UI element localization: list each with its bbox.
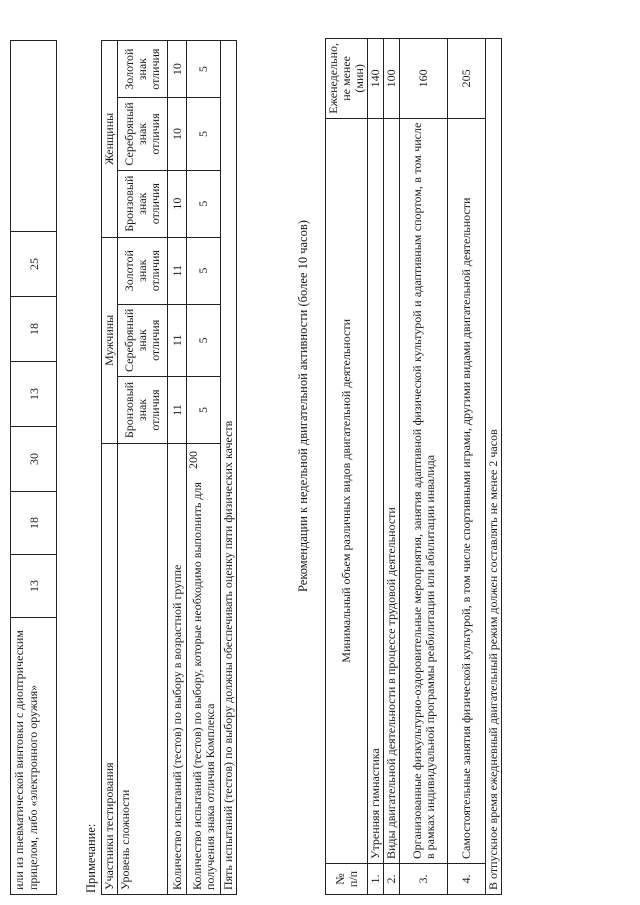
table-row (221, 41, 237, 895)
table-row (118, 41, 168, 895)
men-header: Мужчины (102, 237, 118, 443)
value-cell: 18 (11, 297, 57, 362)
weekly-activity-table (325, 38, 502, 895)
value-cell (11, 41, 57, 232)
activity-text: Организованные физкультурно-оздоровительные мероприятия, занятия адаптивной физической культурой и адаптивным спортом, в том числе в рамках индивидуальной программы реабилитации или абилитации инвалида (400, 118, 448, 863)
note-title: Примечание: (84, 823, 98, 893)
activity-text: Виды двигательной деятельности в процессе трудовой деятельности (384, 118, 400, 863)
row-number: 4. (448, 864, 486, 895)
minutes-value: 205 (448, 39, 486, 119)
number-header: № п/п (326, 864, 368, 895)
medal-requirements-table (101, 40, 237, 895)
test-label-cell: или из пневматической винтовки с диоптрическим прицелом, либо «электронного оружия» (11, 618, 57, 895)
table-row (384, 39, 400, 895)
table-row (400, 39, 448, 895)
table-row (168, 41, 187, 895)
row-number: 2. (384, 864, 400, 895)
table-row (187, 41, 221, 895)
value-cell: 5 (187, 237, 221, 304)
medal-header: Бронзовый знак отличия (118, 377, 168, 444)
table-row (11, 41, 57, 895)
value-cell: 11 (168, 304, 187, 376)
value-cell: 13 (11, 362, 57, 427)
kind-header: Минимальный объем различных видов двигательной деятельности (326, 118, 368, 863)
value-cell: 30 (11, 427, 57, 492)
value-cell: 10 (168, 41, 187, 98)
medal-header: Золотой знак отличия (118, 41, 168, 98)
recommendations-heading: Рекомендации к недельной двигательной активности (более 10 часов) (296, 220, 310, 592)
table-row (368, 39, 384, 895)
row-label: Количество испытаний (тестов) по выбору, которые необходимо выполнить для получения знака отличия Комплекса (187, 444, 221, 895)
medal-header: Серебряный знак отличия (118, 98, 168, 170)
minutes-value: 100 (384, 39, 400, 119)
value-cell: 11 (168, 237, 187, 304)
value-cell: 5 (187, 170, 221, 237)
minutes-value: 140 (368, 39, 384, 119)
medal-header: Золотой знак отличия (118, 237, 168, 304)
value-cell: 5 (187, 41, 221, 98)
minutes-value: 160 (400, 39, 448, 119)
table-row (326, 39, 368, 895)
value-cell: 10 (168, 98, 187, 170)
value-cell: 18 (11, 492, 57, 555)
recommendations-footer: В отпускное время ежедневный двигательный режим должен составлять не менее 2 часов (486, 39, 502, 895)
value-cell: 5 (187, 377, 221, 444)
activity-text: Утренняя гимнастика (368, 118, 384, 863)
participants-label-cell: Участники тестирования (102, 444, 118, 895)
value-cell: 10 (168, 170, 187, 237)
table-row (448, 39, 486, 895)
value-cell: 5 (187, 98, 221, 170)
value-cell: 25 (11, 232, 57, 297)
table-row (102, 41, 118, 895)
page-number: 200 (186, 451, 200, 469)
medal-header: Серебряный знак отличия (118, 304, 168, 376)
note-footer: Пять испытаний (тестов) по выбору должны обеспечивать оценку пяти физических качеств (221, 41, 237, 895)
value-cell: 11 (168, 377, 187, 444)
level-label-cell: Уровень сложности (118, 444, 168, 895)
table-row (486, 39, 502, 895)
shooting-standards-table (10, 40, 57, 895)
medal-header: Бронзовый знак отличия (118, 170, 168, 237)
row-number: 3. (400, 864, 448, 895)
value-cell: 13 (11, 555, 57, 618)
row-label: Количество испытаний (тестов) по выбору в возрастной группе (168, 444, 187, 895)
women-header: Женщины (102, 41, 118, 238)
activity-text: Самостоятельные занятия физической культурой, в том числе спортивными играми, другими видами двигательной деятельности (448, 118, 486, 863)
value-cell: 5 (187, 304, 221, 376)
weekly-header: Еженедельно, не менее (мин) (326, 39, 368, 119)
row-number: 1. (368, 864, 384, 895)
